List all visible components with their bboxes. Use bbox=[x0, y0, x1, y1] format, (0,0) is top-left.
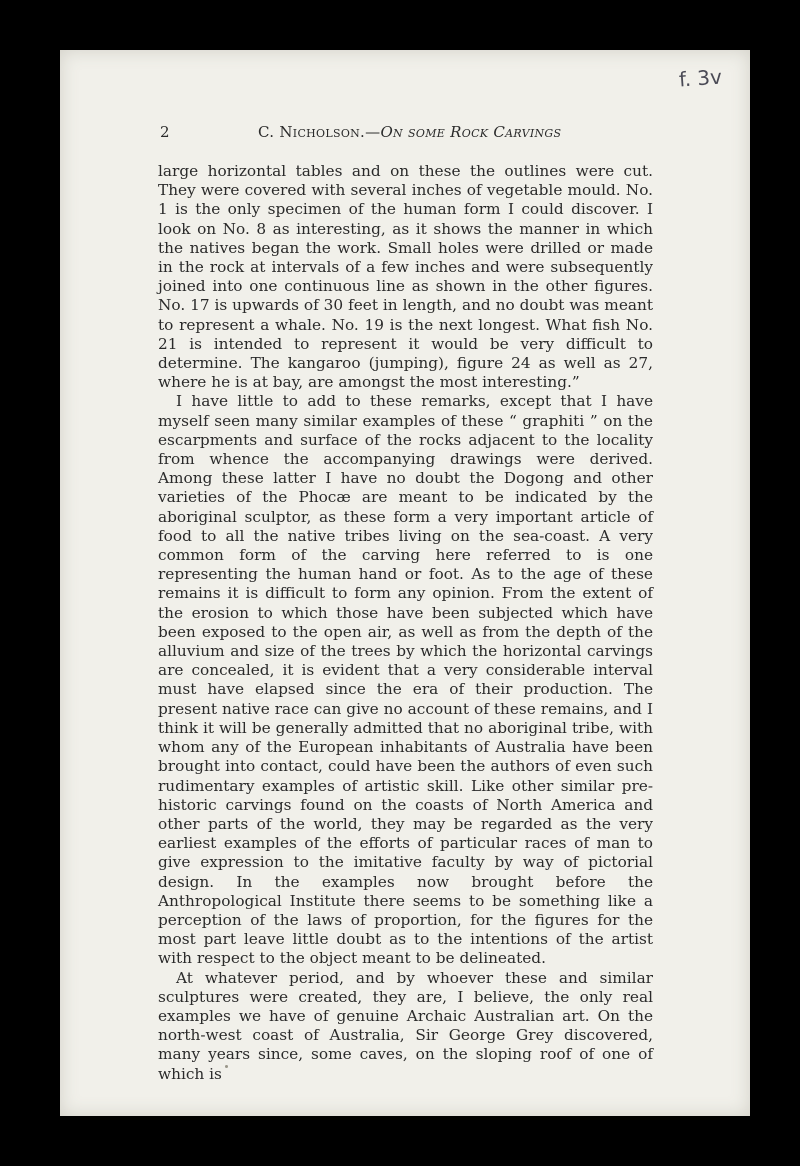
document-page bbox=[60, 50, 750, 1116]
running-head-title: On some Rock Carvings bbox=[380, 123, 562, 141]
paragraph-2: I have little to add to these remarks, except that I have myself seen many similar examples of these “ graphiti ” on the escarpments and surface of the rocks adjacent to the locality from whence the accompanying drawings were derived. Among these latter I have no doubt the Dogong and other varieties of the Phocæ are meant to be indicated by the aboriginal sculptor, as these form a very important article of food to all the native tribes living on the sea-coast. A very common form of the carving here referred to is one representing the human hand or foot. As to the age of these remains it is difficult to form any opinion. From the extent of the erosion to which those have been subjected which have been exposed to the open air, as well as from the depth of the alluvium and size of the trees by which the horizontal carvings are concealed, it is evident that a very considerable interval must have elapsed since the era of their production. The present native race can give no account of these remains, and I think it will be generally admitted that no aboriginal tribe, with whom any of the European inhabitants of Australia have been brought into contact, could have been the authors of even such rudimentary examples of artistic skill. Like other similar pre-historic carvings found on the coasts of North America and other parts of the world, they may be regarded as the very earliest examples of the efforts of particular races of man to give expression to the imitative faculty by way of pictorial design. In the examples now brought before the Anthropological Institute there seems to be something like a perception of the laws of proportion, for the figures for the most part leave little doubt as to the intentions of the artist with respect to the object meant to be delineated. bbox=[158, 392, 653, 968]
running-head-text bbox=[258, 123, 561, 141]
running-head-author: C. Nicholson. bbox=[258, 123, 366, 141]
paper-speck bbox=[225, 1065, 228, 1068]
paragraph-3: At whatever period, and by whoever these and similar sculptures were created, they are, I believe, the only real examples we have of genuine Archaic Australian art. On the north-west coast of Australia, Sir George Grey discovered, many years since, some caves, on the sloping roof of one of which is bbox=[158, 968, 653, 1083]
running-head-dash: — bbox=[365, 123, 381, 141]
page-number: 2 bbox=[160, 123, 170, 141]
folio-annotation: f. 3v bbox=[678, 64, 723, 92]
paragraph-1: large horizontal tables and on these the outlines were cut. They were covered with several inches of vegetable mould. No. 1 is the only specimen of the human form I could discover. I look on No. 8 as interesting, as it shows the manner in which the natives began the work. Small holes were drilled or made in the rock at intervals of a few inches and were subsequently joined into one continuous line as shown in the other figures. No. 17 is upwards of 30 feet in length, and no doubt was meant to represent a whale. No. 19 is the next longest. What fish No. 21 is intended to represent it would be very difficult to determine. The kangaroo (jumping), figure 24 as well as 27, where he is at bay, are amongst the most interesting.” bbox=[158, 162, 653, 392]
body-text bbox=[158, 162, 653, 1084]
